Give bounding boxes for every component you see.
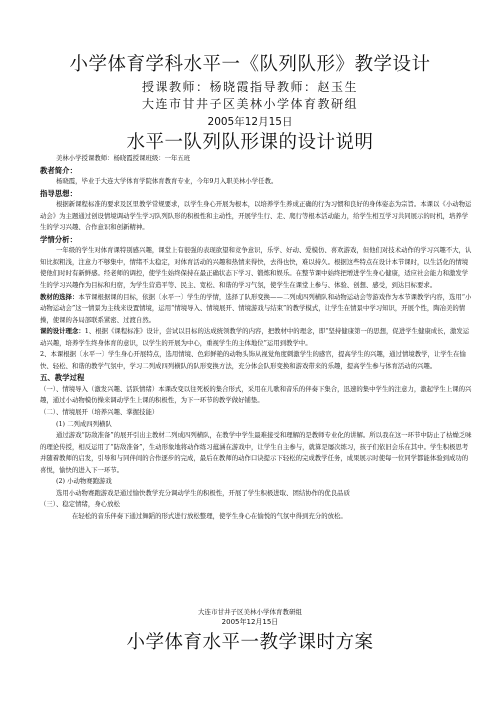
document-body — [40, 153, 472, 523]
teacher-heading: 教者简介： — [40, 165, 77, 175]
process-1: （一）、情境导入（激发兴趣、活跃情绪）本课改变以往死板的集合形式，采用在儿歌和音乐的伴奏下集合，迅速的集中学生的注意力，激起学生上课的兴趣，通过小动物模仿操来调动学生上课的积极性，为下一环节的教学做好铺垫。 — [40, 384, 472, 405]
design-text-2: 2、本课根据〔水平一〕学生身心开展特点，选用情境、色彩鲜艳的动物头饰从视觉角度刺激学生的感官，提高学生的兴趣，通过情境教学，让学生在愉快、轻松、和谐的教学气氛中，学习二列成四列横队的队形变换方法，充分体会队形变换和游戏带来的乐趣，提高学生参与体育活动的兴趣。 — [40, 350, 466, 370]
analysis-text: 一年级的学生对体育课特别感兴趣，课堂上有很强的表现欲望和竞争意识，乐学、好动、爱模仿、喜欢游戏，但他们对技术动作的学习兴趣不大，认知比拟粗浅，注意力不够集中，情绪不太稳定，对体育活动的兴趣和热情来得快，去得也快，难以持久。根据这些特点在设计本节课时，以生活化的情境使他们时时有新鲜感。经老师的调控，使学生始终保持在最正确状态下学习、锻炼和娱乐。在整节课中始终把增进学生身心健康，适应社会能力和激发学生的学习兴趣作为目标和归宿，为学生营造平等、民主、宽松、和谐的学习气氛，使学生在课堂上参与、体验、创想、感受，到达目标要求。 — [40, 246, 472, 290]
design-text-1: 1、根据《课程标准》设计，尝试以目标的达成统领教学的内容，把教材中的理念，即“坚持健康第一的思想，促进学生健康成长，激发运动兴趣，培养学生终身体育的意识，以学生的开展为中心，重视学生的主体地位”运用到教学中。 — [40, 327, 470, 347]
intro-line: 美林小学授课教师：杨晓霞授课班级：一年五班 — [56, 154, 191, 162]
process-2-2: (2) 小动物赛跑游戏 — [56, 477, 112, 486]
process-2-1-text: 通过游戏“防敌准备”的展开引出主教材二列成四列横队，在教学中学生最难接受和理解的是教师专业化的讲解。所以我在这一环节中防止了枯燥乏味的理论传授，相反运用了“防敌准备”，生动形象地将动作练习蕴涵在游戏中，让学生自主参与，就算是屡次练习，孩子们依旧会乐在其中。学生积极思考并随着教师的启发，引导和与同伴间的合作逐步的完成，最后在教师的动作口诀提示下轻松的完成教学任务，成果展示时使每一位同学都能体验到成功的喜悦，愉快的进入下一环节。 — [40, 431, 472, 474]
design-label: 课的设计理念： — [40, 327, 85, 336]
process-3-text: 在轻松的音乐伴奏下通过舞蹈的形式进行放松整理，使学生身心在愉悦的气氛中得到充分的放松。 — [72, 511, 347, 520]
school-name: 大连市甘井子区美林小学体育教研组 — [141, 97, 358, 111]
document-date: 2005年12月15日 — [207, 116, 293, 128]
material-paragraph — [40, 292, 472, 327]
material-text: 本节课根据课的目标，依据〔水平一〕学生的学情，选择了队形变换——二列成四列横队和动物运动会等游戏作为本节课教学内容，选用“小动物运动会”这一情景为主线来设置情境，运用“情境导入、情境展开、情境游戏与结束”的教学模式，让学生在情景中学习知识，开展个性，陶冶美的情操，使课的各局部联系紧密、过渡自然。 — [40, 292, 472, 324]
analysis-heading: 学情分析： — [40, 234, 77, 244]
process-2-1: (1) 二列成四列横队 — [56, 419, 112, 428]
guiding-text: 根据新课程标准的要求及区里教学常规要求，以学生身心开展为根本，以培养学生养成正确的行为习惯和良好的身体姿态为宗旨。本课以《小动物运动会》为主题通过创设情境调动学生学习队列队形的积极性和主动性，开展学生行、走、爬行等根本活动能力，给学生相互学习共同展示的时机，培养学生的学习兴趣、合作意识和创新精神。 — [40, 200, 472, 232]
material-label: 教材的选择： — [40, 292, 79, 301]
document-subtitle: 水平一队列队形课的设计说明 — [126, 132, 374, 153]
process-2: （二）、情境展开（培养兴趣、掌握技能） — [40, 408, 159, 417]
designer-line: 授课教师：杨晓霞指导教师：赵玉生 — [141, 80, 358, 94]
process-3: （三）、稳定情绪，身心放松 — [40, 500, 120, 509]
guiding-heading: 指导思想： — [40, 188, 77, 198]
footer-date: 2005年12月15日 — [221, 618, 279, 626]
footer-school: 大连市甘井子区美林小学体育教研组 — [198, 608, 302, 616]
teacher-text: 杨晓霞，毕业于大连大学体育学院体育教育专业，今年9月入职美林小学任教。 — [56, 177, 278, 186]
bottom-title: 小学体育水平一教学课时方案 — [126, 632, 374, 653]
design-paragraph — [40, 326, 472, 349]
document-title: 小学体育学科水平一《队列队形》教学设计 — [69, 54, 431, 75]
process-2-2-text: 选用小动物赛跑游戏是通过愉快教学充分调动学生的积极性，开展了学生积极进取、团结协作的优良品质 — [56, 488, 350, 497]
process-heading: 五、教学过程 — [40, 373, 85, 383]
